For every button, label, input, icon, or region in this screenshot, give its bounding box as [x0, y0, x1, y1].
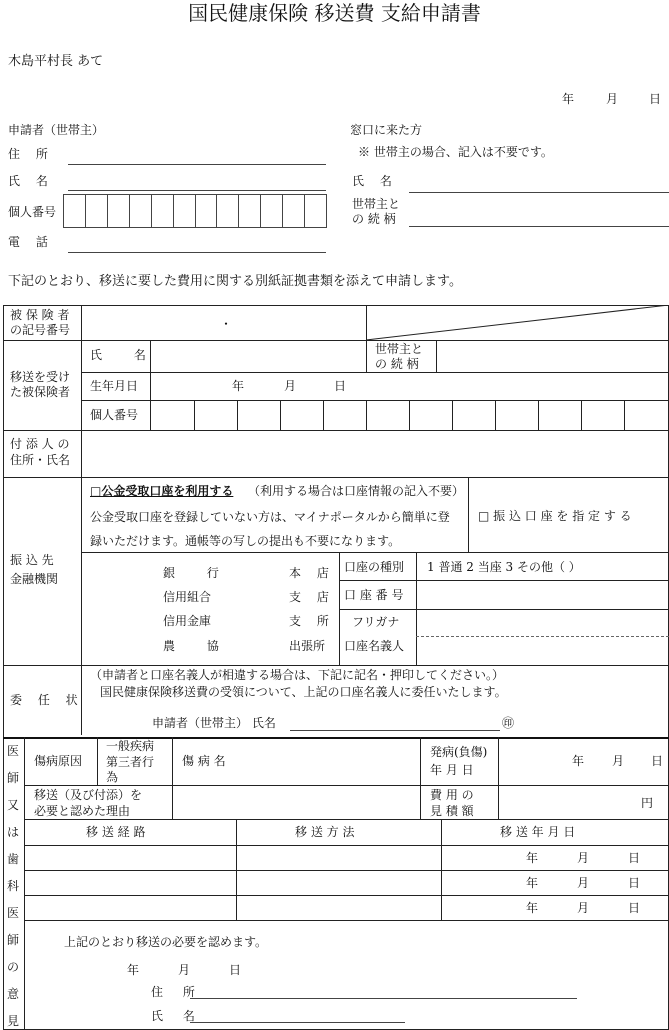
reason-field[interactable]	[173, 786, 420, 819]
row-day-label: 日	[628, 876, 641, 890]
inst-shinkin: 信用金庫	[163, 614, 212, 628]
route-header: 移 送 経 路	[86, 825, 146, 839]
patient-name-field[interactable]	[151, 341, 366, 372]
onset-label-1: 発病(負傷)	[430, 745, 488, 759]
attendant-field[interactable]	[82, 431, 668, 477]
method-header: 移 送 方 法	[295, 825, 355, 839]
cert-year-label: 年	[127, 963, 140, 977]
cert-month-label: 月	[178, 963, 191, 977]
row-month-label: 月	[577, 851, 590, 865]
applicant-phone-field[interactable]	[68, 252, 326, 253]
doctor-char: の	[6, 960, 19, 974]
cause-label: 傷病原因	[34, 754, 83, 768]
applicant-phone-label: 電 話	[8, 235, 54, 249]
window-person-relation-2: の 続 柄	[352, 212, 396, 226]
birth-year-label: 年	[232, 379, 245, 393]
cert-name-field[interactable]	[190, 1022, 405, 1023]
doctor-char: 見	[6, 1014, 19, 1028]
attendant-label-2: 住所・氏名	[10, 453, 71, 467]
applicant-address-field[interactable]	[68, 164, 326, 165]
doctor-char: 科	[6, 879, 19, 893]
seal-mark: ㊞	[502, 716, 515, 730]
window-person-relation-1: 世帯主と	[352, 197, 401, 211]
onset-day-label: 日	[651, 754, 664, 768]
doctor-char: 師	[6, 771, 19, 785]
cause-option-third-party[interactable]: 第三者行	[106, 755, 155, 769]
patient-label-2: た被保険者	[10, 385, 71, 399]
patient-label-1: 移送を受け	[10, 370, 71, 384]
row-year-label: 年	[526, 901, 539, 915]
certify-text: 上記のとおり移送の必要を認めます。	[64, 935, 268, 949]
applicant-name-label: 氏 名	[8, 174, 54, 188]
patient-name-label: 氏 名	[90, 348, 160, 362]
intro-text: 下記のとおり、移送に要した費用に関する別紙証拠書類を添えて申請します。	[8, 274, 462, 289]
patient-mynumber-label: 個人番号	[90, 408, 139, 422]
onset-year-label: 年	[572, 754, 585, 768]
date-year-label: 年	[562, 92, 575, 106]
date-month-label: 月	[606, 92, 619, 106]
applicant-mynumber-label: 個人番号	[8, 205, 57, 219]
doctor-char: は	[6, 825, 19, 839]
inst-ja: 農 協	[163, 639, 233, 653]
disease-field[interactable]	[240, 738, 420, 785]
bank-label-2: 金融機関	[10, 572, 59, 586]
window-person-name-label: 氏 名	[352, 174, 398, 188]
delegation-sign-field[interactable]	[290, 730, 500, 731]
bank-label-1: 振 込 先	[10, 553, 54, 567]
row-year-label: 年	[526, 876, 539, 890]
inst-bank: 銀 行	[163, 566, 233, 580]
branch-office: 支 所	[289, 614, 335, 628]
public-account-checkbox[interactable]: □公金受取口座を利用する	[90, 484, 234, 498]
window-person-note: ※ 世帯主の場合、記入は不要です。	[358, 145, 553, 159]
doctor-char: 歯	[6, 852, 19, 866]
date-day-label: 日	[649, 92, 662, 106]
insured-number-label-2: の記号番号	[10, 323, 71, 337]
delegation-line-1: （申請者と口座名義人が相違する場合は、下記に記名・押印してください。）	[90, 668, 505, 682]
account-number-field[interactable]	[417, 581, 668, 609]
doctor-opinion-vertical-label	[3, 745, 23, 1030]
applicant-address-label: 住 所	[8, 147, 54, 161]
cert-address-field[interactable]	[190, 998, 577, 999]
onset-month-label: 月	[612, 754, 625, 768]
birth-month-label: 月	[284, 379, 297, 393]
doctor-char: 意	[6, 987, 19, 1001]
attendant-label-1: 付 添 人 の	[10, 437, 70, 451]
public-account-desc-2: 録いただけます。通帳等の写しの提出も不要になります。	[90, 534, 401, 548]
applicant-mynumber-boxes[interactable]	[63, 194, 327, 228]
insured-number-label-1: 被 保 険 者	[10, 308, 70, 322]
applicant-heading: 申請者（世帯主）	[8, 123, 105, 137]
delegation-line-2: 国民健康保険移送費の受領について、上記の口座名義人に委任いたします。	[100, 685, 507, 699]
window-person-name-field[interactable]	[409, 192, 669, 193]
cert-day-label: 日	[229, 963, 242, 977]
account-type-label: 口座の種別	[344, 560, 405, 574]
window-person-relation-field[interactable]	[409, 226, 669, 227]
row-day-label: 日	[628, 901, 641, 915]
delegation-label: 委 任 状	[10, 693, 84, 707]
cert-name-label: 氏 名	[151, 1009, 203, 1023]
branch-agency: 出張所	[289, 639, 326, 653]
insured-number-separator: ・	[220, 317, 233, 331]
inst-credit-union: 信用組合	[163, 590, 212, 604]
row-year-label: 年	[526, 851, 539, 865]
cause-option-general[interactable]: 一般疾病	[106, 739, 155, 753]
transfer-date-header: 移 送 年 月 日	[500, 825, 576, 839]
reason-label-1: 移送（及び付添）を	[34, 788, 143, 802]
disease-label: 傷 病 名	[182, 754, 226, 768]
patient-relation-field[interactable]	[437, 341, 668, 372]
account-type-options[interactable]: 1 普通 2 当座 3 その他（ ）	[427, 560, 581, 574]
branch-main: 本 店	[289, 566, 335, 580]
doctor-char: 又	[6, 798, 19, 812]
branch-branch: 支 店	[289, 590, 335, 604]
window-person-heading: 窓口に来た方	[350, 123, 423, 137]
insured-number-field[interactable]	[82, 306, 366, 340]
public-account-desc-1: 公金受取口座を登録していない方は、マイナポータルから簡単に登	[90, 510, 450, 524]
doctor-char: 医	[6, 906, 19, 920]
diagonal-strike	[366, 305, 669, 341]
row-month-label: 月	[577, 901, 590, 915]
public-account-note: （利用する場合は口座情報の記入不要）	[248, 484, 465, 498]
cost-label-1: 費 用 の	[430, 788, 474, 802]
patient-relation-label-1: 世帯主と	[375, 342, 424, 356]
onset-label-2: 年 月 日	[430, 763, 474, 777]
doctor-char: 医	[6, 744, 19, 758]
patient-relation-label-2: の 続 柄	[375, 357, 419, 371]
row-month-label: 月	[577, 876, 590, 890]
cause-option-third-party-cont: 為	[106, 770, 119, 784]
delegation-sign-label: 申請者（世帯主） 氏名	[152, 716, 276, 730]
cost-label-2: 見 積 額	[430, 804, 474, 818]
specify-account-checkbox[interactable]: □ 振 込 口 座 を 指 定 す る	[478, 509, 632, 523]
reason-label-2: 必要と認めた理由	[34, 804, 131, 818]
account-number-label: 口 座 番 号	[344, 588, 404, 602]
row-day-label: 日	[628, 851, 641, 865]
account-holder-label: 口座名義人	[344, 639, 405, 653]
yen-label: 円	[641, 796, 654, 810]
account-holder-field[interactable]	[417, 610, 668, 665]
addressee: 木島平村長 あて	[8, 54, 104, 69]
birth-day-label: 日	[334, 379, 347, 393]
cert-address-label: 住 所	[151, 985, 203, 999]
page-title: 国民健康保険 移送費 支給申請書	[188, 1, 481, 25]
applicant-name-field[interactable]	[68, 190, 326, 191]
doctor-char: 師	[6, 933, 19, 947]
patient-birth-label: 生年月日	[90, 379, 139, 393]
furigana-label: フリガナ	[352, 615, 400, 629]
